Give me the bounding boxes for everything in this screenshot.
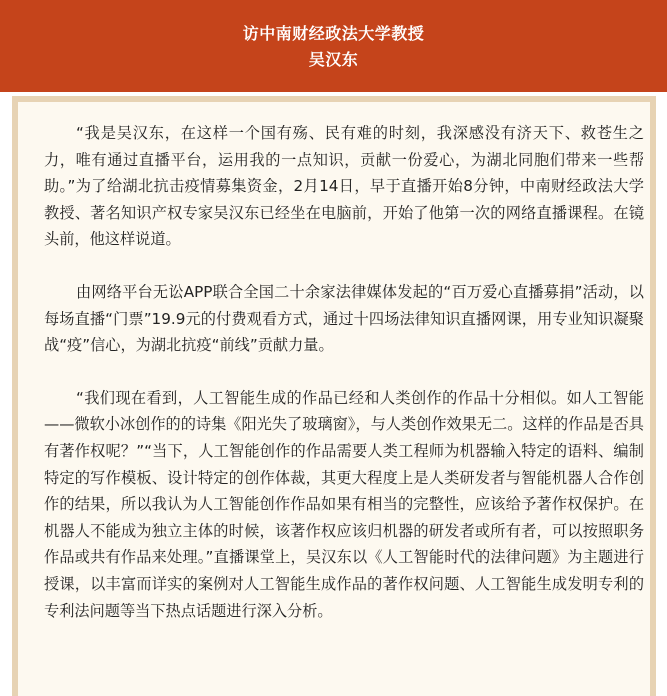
header-title: 访中南财经政法大学教授 [242, 24, 425, 43]
article-header [0, 0, 667, 92]
article-body [44, 120, 644, 624]
paragraph-2: 由网络平台无讼APP联合全国二十余家法律媒体发起的“百万爱心直播募捐”活动，以每场直播“门票”19.9元的付费观看方式，通过十四场法律知识直播网课，用专业知识凝聚战“疫”信心，为湖北抗疫“前线”贡献力量。 [44, 282, 644, 355]
paragraph-1: “我是吴汉东，在这样一个国有殇、民有难的时刻，我深感没有济天下、救苍生之力，唯有通过直播平台，运用我的一点知识，贡献一份爱心，为湖北同胞们带来一些帮助。”为了给湖北抗击疫情募集资金，2月14日，早于直播开始8分钟，中南财经政法大学教授、著名知识产权专家吴汉东已经坐在电脑前，开始了他第一次的网络直播课程。在镜头前，他这样说道。 [44, 124, 644, 249]
paragraph-3: “我们现在看到，人工智能生成的作品已经和人类创作的作品十分相似。如人工智能——微软小冰创作的的诗集《阳光失了玻璃窗》，与人类创作效果无二。这样的作品是否具有著作权呢？”“当下，人工智能创作的作品需要人类工程师为机器输入特定的语料、编制特定的写作模板、设计特定的创作体裁，其更大程度上是人类研发者与智能机器人合作创作的结果，所以我认为人工智能创作作品如果有相当的完整性，应该给予著作权保护。在机器人不能成为独立主体的时候，该著作权应该归机器的研发者或所有者，可以按照职务作品或共有作品来处理。”直播课堂上，吴汉东以《人工智能时代的法律问题》为主题进行授课，以丰富而详实的案例对人工智能生成作品的著作权问题、人工智能生成发明专利的专利法问题等当下热点话题进行深入分析。 [44, 388, 644, 620]
header-name: 吴汉东 [308, 50, 359, 69]
